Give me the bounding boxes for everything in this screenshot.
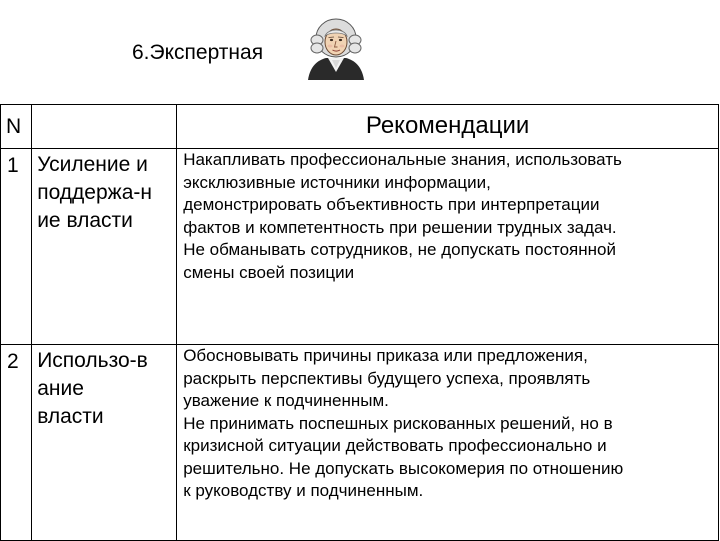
area-line: ание	[37, 377, 84, 400]
recommendation-line: эксклюзивные источники информации,	[183, 172, 491, 192]
header-area	[32, 105, 177, 149]
recommendation-line: демонстрировать объективность при интерпретации	[183, 195, 600, 214]
recommendation-line: Не принимать поспешных рискованных решений, но в	[183, 413, 613, 433]
recommendation-line: раскрыть перспективы будущего успеха, проявлять	[183, 368, 591, 388]
recommendation-line: к руководству и подчиненным.	[183, 481, 424, 500]
row-recommendation	[177, 149, 719, 345]
recommendation-line: Обосновывать причины приказа или предложения,	[183, 346, 588, 365]
recommendation-line: Накапливать профессиональные знания, использовать	[183, 150, 622, 169]
row-recommendation	[177, 345, 719, 541]
area-line: поддержа-н	[37, 181, 152, 204]
recommendation-line: фактов и компетентность при решении трудных задач.	[183, 217, 617, 237]
header-recommendations: Рекомендации	[177, 105, 719, 149]
table-row	[1, 149, 719, 345]
powdered-wig-portrait-icon	[302, 16, 370, 80]
recommendation-line: уважение к подчиненным.	[183, 391, 389, 410]
area-line: власти	[37, 405, 104, 428]
row-area	[32, 149, 177, 345]
area-line: Усиление и	[37, 153, 148, 176]
recommendations-table	[0, 104, 719, 541]
row-area	[32, 345, 177, 541]
row-number: 1	[1, 149, 32, 345]
recommendation-line: кризисной ситуации действовать профессионально и	[183, 436, 607, 455]
row-number: 2	[1, 345, 32, 541]
table-header-row	[1, 105, 719, 149]
recommendation-line: решительно. Не допускать высокомерия по отношению	[183, 458, 624, 478]
table-row	[1, 345, 719, 541]
recommendation-line: Не обманывать сотрудников, не допускать постоянной	[183, 240, 616, 259]
page-title: 6.Экспертная	[132, 41, 264, 64]
header-n: N	[1, 105, 32, 149]
recommendation-line: смены своей позиции	[183, 262, 355, 282]
area-line: Использо-в	[37, 349, 148, 372]
area-line: ие власти	[37, 209, 133, 232]
